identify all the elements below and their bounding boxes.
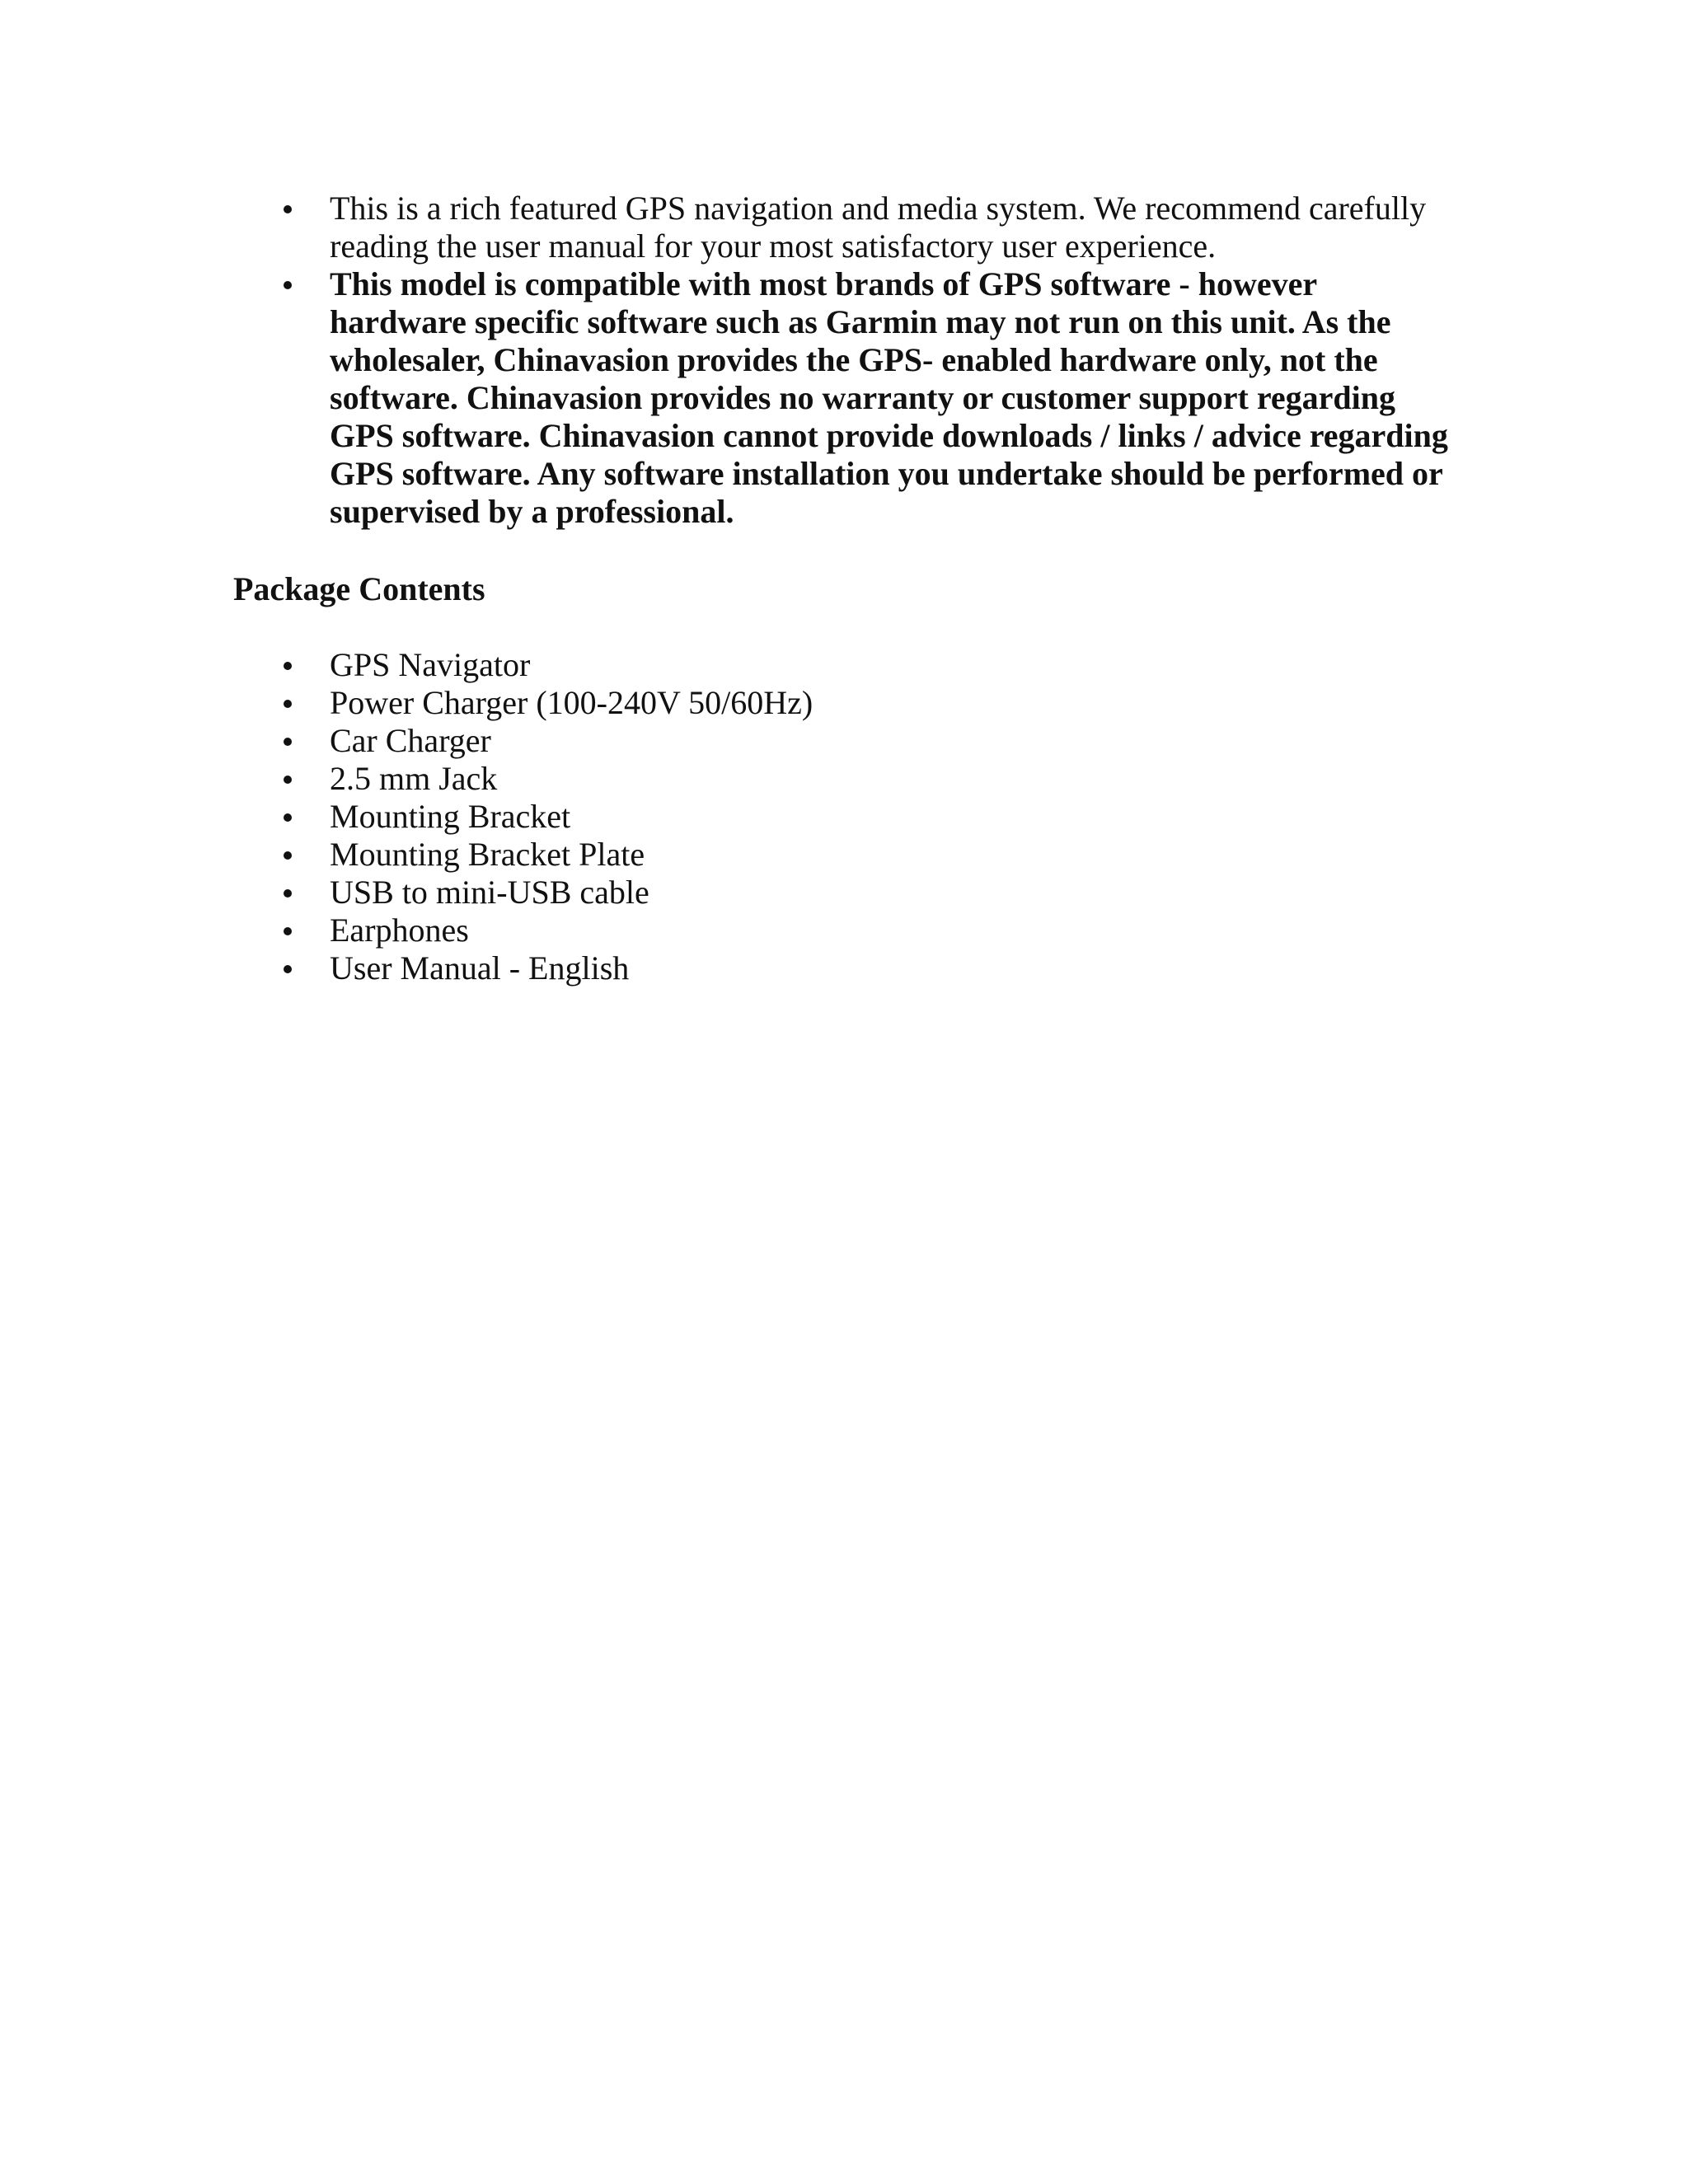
intro-list-item — [280, 265, 1451, 531]
list-item-label: Power Charger (100-240V 50/60Hz) — [330, 684, 814, 721]
list-item — [280, 646, 1269, 684]
list-item — [280, 949, 1269, 987]
package-contents-heading: Package Contents — [233, 570, 485, 607]
list-item-label: GPS Navigator — [330, 646, 531, 683]
intro-list-item — [280, 190, 1451, 265]
list-item-label: Earphones — [330, 912, 469, 949]
intro-text-recommendation: This is a rich featured GPS navigation and media system. We recommend carefully reading the user manual for your most satisfactory user experience. — [330, 190, 1427, 265]
intro-bullet-list — [280, 190, 1451, 531]
list-item — [280, 836, 1269, 874]
list-item-label: Mounting Bracket — [330, 798, 571, 835]
list-item — [280, 874, 1269, 912]
list-item — [280, 798, 1269, 836]
list-item-label: USB to mini-USB cable — [330, 874, 649, 911]
package-contents-list — [280, 646, 1269, 987]
list-item-label: 2.5 mm Jack — [330, 760, 498, 797]
list-item-label: Mounting Bracket Plate — [330, 836, 645, 873]
list-item — [280, 684, 1269, 722]
list-item — [280, 912, 1269, 949]
list-item-label: User Manual - English — [330, 949, 630, 987]
list-item — [280, 760, 1269, 798]
intro-text-software-disclaimer: This model is compatible with most brands of GPS software - however hardware specific software such as Garmin may not run on this unit. As the wholesaler, Chinavasion provides the GPS- enabled hardware only, not the software. Chinavasion provides no warranty or customer support regarding GPS software. Chinavasion cannot provide downloads / links / advice regarding GPS software. Any software installation you undertake should be performed or supervised by a professional. — [330, 265, 1448, 530]
list-item-label: Car Charger — [330, 722, 491, 759]
list-item — [280, 722, 1269, 760]
